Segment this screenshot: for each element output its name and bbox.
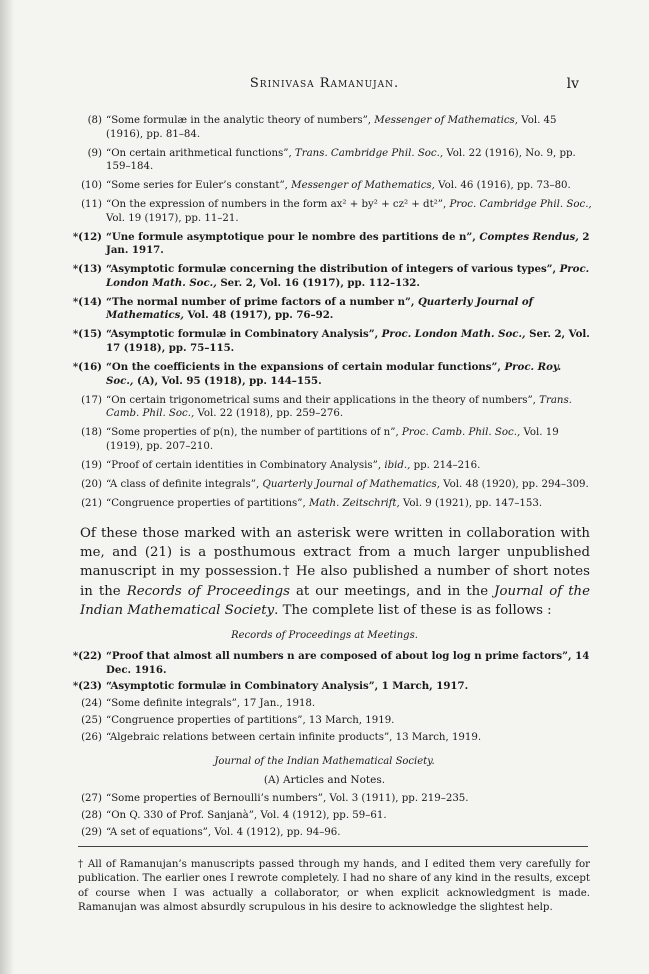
entry-title: “On certain arithmetical functions”,: [106, 147, 295, 159]
entry-details: Vol. 45 (1916), pp. 81–84.: [106, 115, 557, 140]
entry-title: “On the coefficients in the expansions of certain modular functions”,: [106, 361, 505, 374]
entry-source: Trans. Camb. Phil. Soc.,: [106, 394, 572, 420]
page-edge-shadow: [0, 0, 14, 974]
journal-title: Journal of the Indian Mathematical Society: [80, 583, 590, 618]
entry-source: Trans. Cambridge Phil. Soc.,: [294, 147, 444, 159]
entry-details: Vol. 22 (1918), pp. 259–276.: [194, 408, 344, 420]
records-list: [72, 650, 592, 748]
records-heading: Records of Proceedings at Meetings.: [231, 630, 418, 641]
entry-number: (21): [81, 497, 102, 509]
entry-title: “On certain trigonometrical sums and their applications in the theory of numbers”,: [106, 394, 540, 406]
entry-number: (27): [81, 793, 102, 804]
entry-title: “Some properties of p(n), the number of partitions of n”,: [106, 427, 402, 439]
papers-list: [72, 114, 592, 516]
entry-source: Messenger of Mathematics,: [291, 180, 435, 192]
body-paragraph: [80, 524, 590, 620]
entry-number: *(14): [72, 295, 102, 308]
running-header: [0, 76, 649, 96]
entry-text: “Congruence properties of partitions”, 13 March, 1919.: [106, 714, 395, 726]
entry-details: (A), Vol. 95 (1918), pp. 144–155.: [133, 374, 322, 387]
entry-number: *(23): [72, 680, 102, 693]
entry-source: Proc. Camb. Phil. Soc.,: [401, 427, 521, 439]
running-title: Srinivasa Ramanujan.: [249, 76, 400, 91]
entry-number: (25): [81, 714, 102, 726]
entry-number: (20): [81, 478, 102, 490]
paragraph-text: at our meetings, and in the: [289, 583, 495, 599]
entry-title: “The normal number of prime factors of a number n”,: [106, 295, 418, 308]
paper-entry: [72, 147, 592, 174]
paper-entry: [72, 296, 592, 323]
entry-source: Proc. London Math. Soc.,: [381, 328, 526, 341]
entry-source: Comptes Rendus,: [479, 230, 579, 243]
entry-source: Quarterly Journal of Mathematics,: [106, 295, 534, 322]
entry-title: “Congruence properties of partitions”,: [106, 497, 309, 509]
entry-number: (26): [81, 731, 102, 743]
list-entry: [72, 650, 592, 677]
entry-number: (9): [87, 147, 102, 159]
entry-title: “On the expression of numbers in the form ax² + by² + cz² + dt²”,: [106, 199, 450, 211]
entry-text: “A set of equations”, Vol. 4 (1912), pp. 94–96.: [106, 826, 341, 838]
entry-text: “On Q. 330 of Prof. Sanjanà”, Vol. 4 (1912), pp. 59–61.: [106, 809, 387, 821]
entry-number: (28): [81, 809, 102, 821]
entry-details: Vol. 48 (1920), pp. 294–309.: [439, 478, 589, 490]
entry-source: Proc. Cambridge Phil. Soc.,: [449, 199, 592, 211]
entry-details: Vol. 9 (1921), pp. 147–153.: [399, 497, 543, 509]
entry-number: (17): [81, 394, 102, 406]
paragraph-text: . The complete list of these is as follows :: [274, 602, 552, 618]
paper-entry: [72, 426, 592, 453]
entry-number: (8): [87, 115, 102, 126]
paper-entry: [72, 179, 592, 193]
list-entry: [72, 714, 592, 728]
entry-text: “Some properties of Bernoulli’s numbers”, Vol. 3 (1911), pp. 219–235.: [106, 793, 469, 804]
paper-entry: [72, 497, 592, 511]
footnote: † All of Ramanujan’s manuscripts passed through my hands, and I edited them very carefully for publication. The earlier ones I rewrote completely. I had no share of any kind in the results, except of course when I was actually a collaborator, or when explicit acknowledgment is made. Ramanujan was almost absurdly scrupulous in his desire to acknowledge the slightest help.: [78, 859, 590, 914]
paper-entry: [72, 478, 592, 492]
entry-number: *(13): [72, 263, 102, 276]
entry-title: “Une formule asymptotique pour le nombre des partitions de n”,: [106, 230, 480, 243]
entry-number: (11): [81, 199, 102, 211]
entry-title: “Proof of certain identities in Combinatory Analysis”,: [106, 459, 385, 471]
list-entry: [72, 792, 592, 806]
entry-details: Vol. 46 (1916), pp. 73–80.: [434, 180, 571, 192]
list-entry: [72, 697, 592, 711]
entry-number: *(22): [72, 650, 102, 662]
entry-text: “Proof that almost all numbers n are composed of about log log n prime factors”, 14 Dec. 1916.: [106, 650, 590, 676]
entry-number: (24): [81, 698, 102, 710]
paper-entry: [72, 263, 592, 290]
entry-number: *(15): [72, 328, 102, 341]
paper-entry: [72, 361, 592, 388]
entry-source: Messenger of Mathematics,: [374, 115, 519, 126]
paper-entry: [72, 394, 592, 421]
entry-details: Vol. 19 (1917), pp. 11–21.: [106, 212, 239, 224]
journal-subheading: (A) Articles and Notes.: [263, 774, 386, 786]
entry-text: “Algebraic relations between certain infinite products”, 13 March, 1919.: [106, 731, 482, 743]
entry-details: Ser. 2, Vol. 16 (1917), pp. 112–132.: [216, 276, 420, 289]
journal-heading: Journal of the Indian Mathematical Society.: [214, 756, 435, 767]
entry-number: (19): [81, 459, 102, 471]
entry-text: “Some definite integrals”, 17 Jan., 1918.: [106, 698, 316, 710]
entry-number: *(16): [72, 361, 102, 374]
entry-details: Vol. 22 (1916), No. 9, pp. 159–184.: [106, 147, 576, 173]
list-entry: [72, 809, 592, 823]
entry-details: 2 Jan. 1917.: [106, 230, 590, 257]
entry-title: “A class of definite integrals”,: [106, 478, 263, 490]
entry-title: “Asymptotic formulæ in Combinatory Analysis”,: [106, 328, 382, 341]
entry-source: ibid.,: [384, 459, 411, 471]
list-entry: [72, 731, 592, 745]
entry-details: Vol. 48 (1917), pp. 76–92.: [183, 309, 334, 322]
paper-entry: [72, 328, 592, 355]
entry-details: Ser. 2, Vol. 17 (1918), pp. 75–115.: [106, 328, 590, 355]
list-entry: [72, 826, 592, 840]
entry-number: (18): [81, 427, 102, 439]
entry-source: Math. Zeitschrift,: [308, 497, 400, 509]
page-number: lv: [566, 76, 579, 92]
entry-details: Vol. 19 (1919), pp. 207–210.: [106, 427, 559, 452]
paragraph-text: Of these those marked with an asterisk were written in collaboration with me, and (21) is a posthumous extract from a much larger unpublished manuscript in my possession.† He also published a number of short notes in the: [80, 526, 590, 599]
entry-title: “Some series for Euler’s constant”,: [106, 180, 292, 192]
entry-source: Proc. Roy. Soc.,: [106, 361, 562, 387]
entry-source: Proc. London Math. Soc.,: [106, 263, 590, 289]
entry-text: “Asymptotic formulæ in Combinatory Analysis”, 1 March, 1917.: [106, 680, 469, 693]
entry-details: pp. 214–216.: [410, 459, 481, 471]
entry-number: *(12): [72, 230, 102, 243]
footnote-rule: [78, 846, 588, 847]
entry-title: “Some formulæ in the analytic theory of numbers”,: [106, 115, 375, 126]
entry-source: Quarterly Journal of Mathematics,: [262, 478, 440, 490]
paper-entry: [72, 231, 592, 258]
entry-number: (10): [81, 180, 102, 192]
paper-entry: [72, 198, 592, 225]
paper-entry: [72, 114, 592, 141]
entry-number: (29): [81, 826, 102, 838]
list-entry: [72, 680, 592, 694]
entry-title: “Asymptotic formulæ concerning the distribution of integers of various types”,: [106, 263, 560, 276]
paper-entry: [72, 459, 592, 473]
journal-list: [72, 792, 592, 842]
records-title: Records of Proceedings: [126, 583, 290, 599]
